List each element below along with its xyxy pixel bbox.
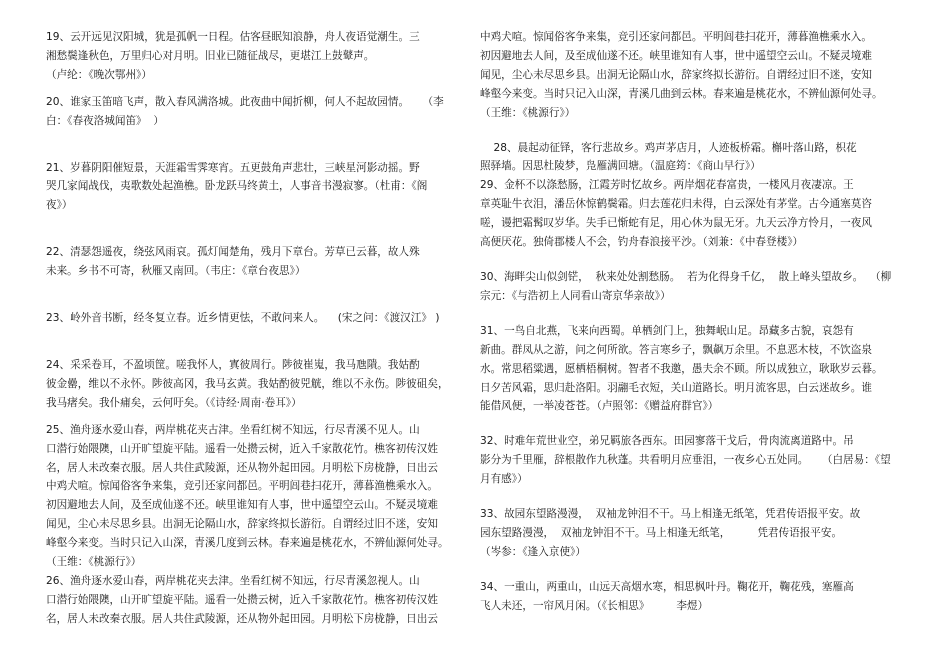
poem-entry-19: 19、云开远见汉阳城，犹是孤帆一日程。估客昼眠知浪静，舟人夜语觉潮生。三 湘愁鬓逢秋色，万里归心对月明。旧业已随征战尽，更堪江上鼓鼙声。 （卢纶：《晚次鄂州》）	[46, 31, 420, 81]
poem-entry-30: 30、海畔尖山似剑铓， 秋来处处割愁肠。 若为化得身千亿， 散上峰头望故乡。 （柳 宗元：《与浩初上人同看山寄京华亲故》）	[480, 270, 892, 302]
poem-entry-25: 25、渔舟逐水爱山春，两岸桃花夹古津。坐看红树不知远，行尽青溪不见人。山 口潜行始隈隩，山开旷望旋平陆。遥看一处攒云树，近入千家散花竹。樵客初传汉姓 名，居人未改秦衣服。居人共住武陵源，还从物外起田园。月明松下房栊静，日出云 中鸡犬喧。惊闻俗客争来集，竞引还家问都邑。平明闾巷扫花开，薄暮渔樵乘水入。 初因避地去人间，及至成仙遂不还。峡里谁知有人事，世中遥望空云山。不疑灵境难 闻见，尘心未尽思乡县。出洞无论隔山水，辞家终拟长游衍。自谓经过旧不迷，安知 峰壑今来变。当时只记入山深，青溪几度到云林。春来遍是桃花水，不辨仙源何处寻。 （王维：《桃源行》）	[46, 423, 449, 569]
poem-entry-22: 22、清瑟怨遥夜，绕弦风雨哀。孤灯闻楚角，残月下章台。芳草已云暮，故人殊 未来。乡书不可寄，秋雁又南回。（韦庄：《章台夜思》）	[46, 246, 420, 278]
poem-entry-26: 26、渔舟逐水爱山春，两岸桃花夹去津。坐看红树不知远，行尽青溪忽视人。山 口潜行始隈隩，山开旷望旋平陆。遥看一处攒云树，近入千家散花竹。樵客初传汉姓 名，居人未改秦衣服。居人共住武陵源，还从物外起田园。月明松下房栊静，日出云	[46, 574, 438, 625]
poem-entry-32: 32、时难年荒世业空，弟兄羁旅各西东。田园寥落干戈后，骨肉流离道路中。吊 影分为千里雁，辞根散作九秋蓬。共看明月应垂泪，一夜乡心五处同。 （白居易：《望 月有感》）	[480, 435, 891, 486]
poem-entry-21: 21、岁暮阴阳催短景，天涯霜雪霁寒宵。五更鼓角声悲壮，三峡星河影动摇。野 哭几家闻战伐，夷歌数处起渔樵。卧龙跃马终黄土，人事音书漫寂寥。（杜甫：《阁 夜》）	[46, 161, 428, 212]
poem-entry-31: 31、一鸟自北燕，飞来向西蜀。单栖剑门上，独舞岷山足。昂藏多古貌，哀怨有 新曲。群凤从之游，问之何所欲。答言寒乡子，飘飙万余里。不息恶木枝，不饮盗泉 水。常思稻粱遇，愿栖梧桐树。智者不我邀，愚夫余不顾。所以成独立，耿耿岁云暮。 日夕苦风霜，思归赴洛阳。羽翮毛衣短，关山道路长。明月流客思，白云迷故乡。谁 能借风便，一举凌苍苍。（卢照邻：《赠益府群官》）	[480, 324, 883, 413]
poem-entry-20: 20、谁家玉笛暗飞声，散入春风满洛城。此夜曲中闻折柳，何人不起故园情。 （李 白：《春夜洛城闻笛》 ）	[46, 95, 444, 127]
poem-entry-28: 28、晨起动征铎，客行悲故乡。鸡声茅店月，人迹板桥霜。槲叶落山路，枳花 照驿墙。因思杜陵梦，凫雁满回塘。（温庭筠：《商山早行》）	[480, 141, 857, 173]
poem-entry-23: 23、岭外音书断，经冬复立春。近乡情更怯，不敢问来人。 (宋之问：《渡汉江》 )	[46, 312, 440, 325]
left-column	[46, 28, 470, 629]
poem-entry-29: 29、金杯不以涤愁肠，江霞芳时忆故乡。两岸烟花春富贵，一楼风月夜凄凉。王 章英耻牛衣泪，潘岳休惊鹤鬓霜。归去莲花归未得，白云深处有茅堂。古今通塞莫咨 嗟，谩把霜髯叹岁华。失手已惭蛇有足，用心休为鼠无牙。九天云净方怜月，一夜风 高便厌花。独倚郡楼人不会，钓舟春浪接平沙。（刘兼：《中春登楼》）	[480, 179, 872, 249]
poem-entry-34: 34、一重山，两重山，山远天高烟水寒，相思枫叶丹。鞠花开，鞠花残，塞雁高 飞人未还，一帘风月闲。（《长相思》 李煜）	[480, 580, 854, 612]
poem-entry-33: 33、故园东望路漫漫， 双袖龙钟泪不干。马上相逢无纸笔，凭君传语报平安。故 园东望路漫漫， 双袖龙钟泪不干。马上相逢无纸笔， 凭君传语报平安。 （岑参：《逢入京使》）	[480, 508, 861, 558]
right-column	[480, 28, 912, 616]
poem-entry-24: 24、采采卷耳，不盈顷筐。嗟我怀人，寘彼周行。陟彼崔嵬，我马虺隤。我姑酌 彼金罍，维以不永怀。陟彼高冈，我马玄黄。我姑酌彼兕觥，维以不永伤。陟彼砠矣， 我马瘏矣。我仆痡矣，云何吁矣。（《诗经·周南·卷耳》）	[46, 358, 449, 409]
poem-entry-27-continued: 中鸡犬喧。惊闻俗客争来集，竞引还家问都邑。平明闾巷扫花开，薄暮渔樵乘水入。 初因避地去人间，及至成仙遂不还。峡里谁知有人事，世中遥望空云山。不疑灵境难 闻见，尘心未尽思乡县。出洞无论隔山水，辞家终拟长游衍。自谓经过旧不迷，安知 峰壑今来变。当时只记入山深，青溪几曲到云林。春来遍是桃花水，不辨仙源何处寻。 （王维：《桃源行》）	[480, 31, 883, 119]
